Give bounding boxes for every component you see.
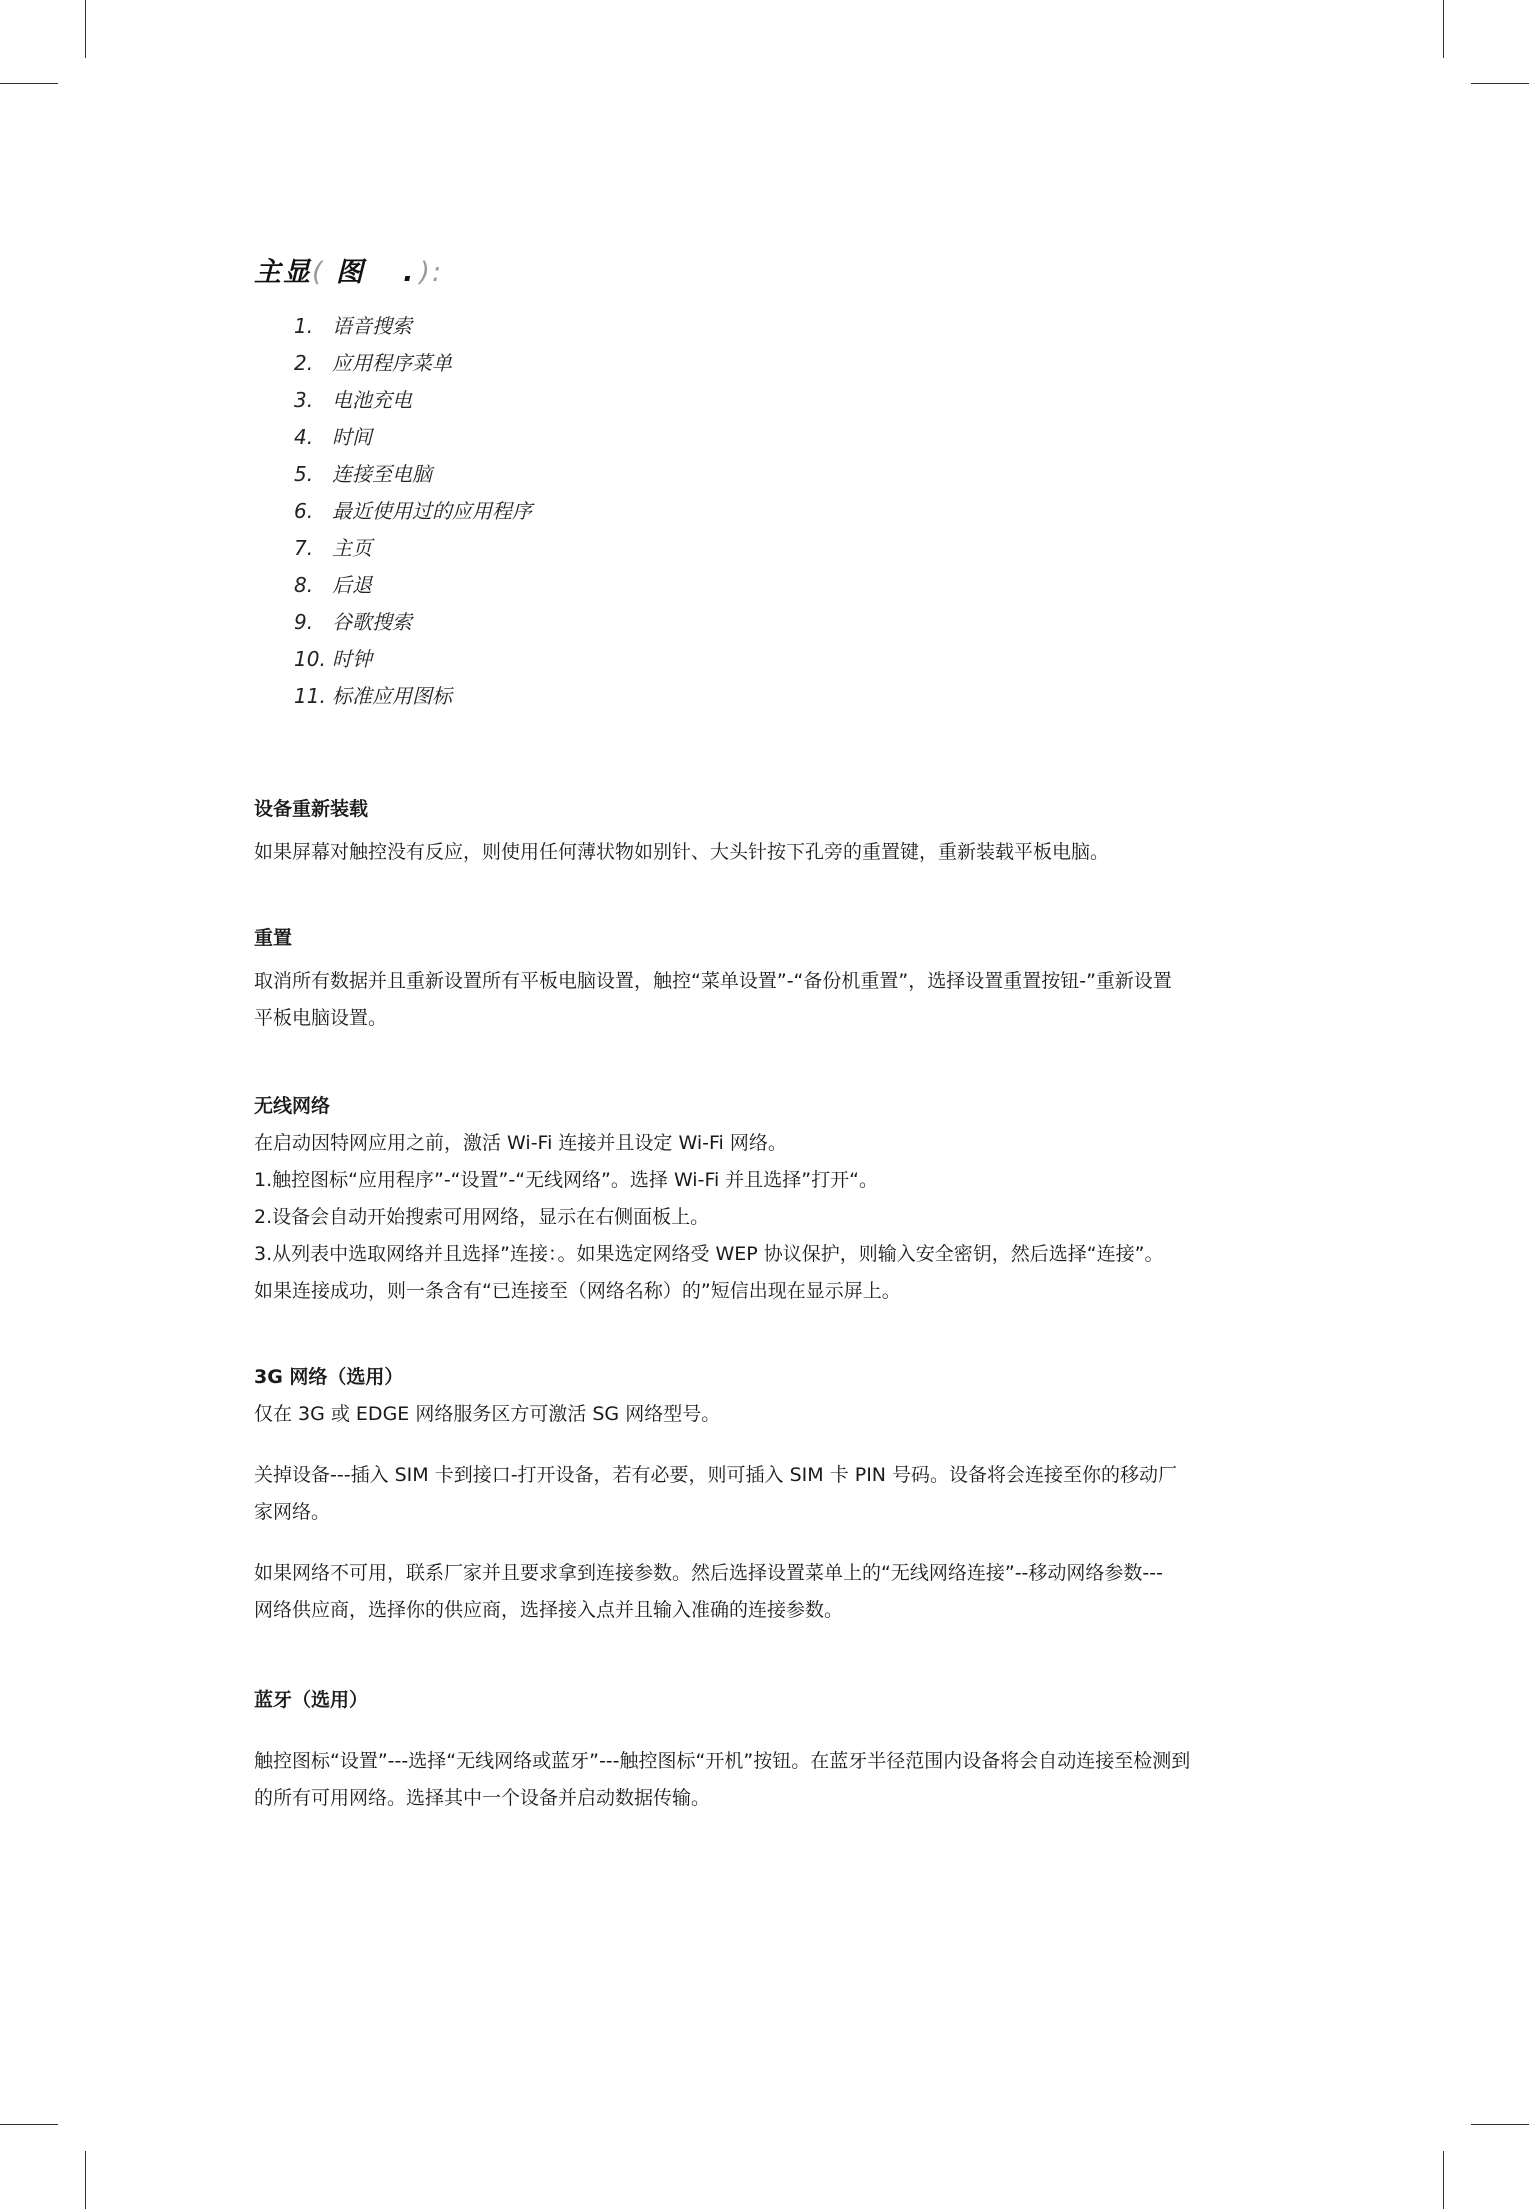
page-title bbox=[254, 250, 443, 289]
crop-mark bbox=[1471, 83, 1529, 84]
section-text: 3.从列表中选取网络并且选择”连接：。如果选定网络受 WEP 协议保护，则输入安全密钥，然后选择“连接”。 bbox=[254, 1243, 1164, 1265]
section-heading: 无线网络 bbox=[254, 1095, 331, 1117]
section-text: 触控图标“设置”---选择“无线网络或蓝牙”---触控图标“开机”按钮。在蓝牙半径范围内设备将会自动连接至检测到 bbox=[254, 1750, 1191, 1772]
item-number: 2. bbox=[294, 351, 314, 375]
item-number: 11. bbox=[294, 684, 326, 708]
item-number: 5. bbox=[294, 462, 314, 486]
list-item bbox=[294, 385, 532, 422]
item-number: 4. bbox=[294, 425, 314, 449]
section-heading: 蓝牙（选用） bbox=[254, 1689, 369, 1711]
section-text: 如果网络不可用，联系厂家并且要求拿到连接参数。然后选择设置菜单上的“无线网络连接”--移动网络参数--- bbox=[254, 1562, 1163, 1584]
item-label: 时钟 bbox=[332, 647, 372, 671]
section-text: 在启动因特网应用之前，激活 Wi-Fi 连接并且设定 Wi-Fi 网络。 bbox=[254, 1132, 787, 1154]
title-paren-close: ) bbox=[419, 257, 432, 288]
crop-mark bbox=[1443, 2151, 1444, 2209]
list-item bbox=[294, 607, 532, 644]
item-label: 后退 bbox=[332, 573, 372, 597]
section-reset bbox=[254, 920, 1284, 1037]
list-item bbox=[294, 496, 532, 533]
list-item bbox=[294, 459, 532, 496]
title-colon: : bbox=[431, 257, 444, 288]
list-item bbox=[294, 348, 532, 385]
section-text: 仅在 3G 或 EDGE 网络服务区方可激活 SG 网络型号。 bbox=[254, 1403, 721, 1425]
item-label: 应用程序菜单 bbox=[332, 351, 452, 375]
item-number: 1. bbox=[294, 314, 314, 338]
section-text: 关掉设备---插入 SIM 卡到接口-打开设备，若有必要，则可插入 SIM 卡 PIN 号码。设备将会连接至你的移动厂 bbox=[254, 1464, 1178, 1486]
section-text: 的所有可用网络。选择其中一个设备并启动数据传输。 bbox=[254, 1787, 711, 1809]
section-text: 1.触控图标“应用程序”-“设置”-“无线网络”。选择 Wi-Fi 并且选择”打开“。 bbox=[254, 1169, 878, 1191]
list-item bbox=[294, 422, 532, 459]
item-number: 10. bbox=[294, 647, 326, 671]
crop-mark bbox=[85, 2151, 86, 2209]
section-text: 如果连接成功，则一条含有“已连接至（网络名称）的”短信出现在显示屏上。 bbox=[254, 1280, 901, 1302]
section-bluetooth bbox=[254, 1682, 1284, 1817]
section-text: 家网络。 bbox=[254, 1501, 331, 1523]
item-number: 8. bbox=[294, 573, 314, 597]
section-text: 网络供应商，选择你的供应商，选择接入点并且输入准确的连接参数。 bbox=[254, 1599, 844, 1621]
crop-mark bbox=[85, 0, 86, 58]
list-item bbox=[294, 644, 532, 681]
title-paren-open: ( bbox=[312, 257, 325, 288]
section-wireless bbox=[254, 1088, 1284, 1310]
item-label: 连接至电脑 bbox=[332, 462, 432, 486]
section-heading: 设备重新装载 bbox=[254, 798, 369, 820]
list-item bbox=[294, 533, 532, 570]
section-heading: 3G 网络（选用） bbox=[254, 1366, 404, 1388]
item-label: 谷歌搜索 bbox=[332, 610, 412, 634]
title-fig: 图 bbox=[335, 257, 365, 288]
crop-mark bbox=[0, 2124, 58, 2125]
title-dot: . bbox=[403, 257, 416, 288]
section-text: 如果屏幕对触控没有反应，则使用任何薄状物如别针、大头针按下孔旁的重置键，重新装载平板电脑。 bbox=[254, 841, 1110, 863]
section-reload bbox=[254, 791, 1284, 871]
list-item bbox=[294, 681, 532, 718]
section-3g bbox=[254, 1359, 1284, 1629]
item-label: 语音搜索 bbox=[332, 314, 412, 338]
title-main: 主显 bbox=[254, 257, 312, 288]
section-text: 2.设备会自动开始搜索可用网络，显示在右侧面板上。 bbox=[254, 1206, 710, 1228]
crop-mark bbox=[1443, 0, 1444, 58]
item-label: 电池充电 bbox=[332, 388, 412, 412]
section-text: 取消所有数据并且重新设置所有平板电脑设置，触控“菜单设置”-“备份机重置”，选择设置重置按钮-”重新设置 bbox=[254, 970, 1172, 992]
section-heading: 重置 bbox=[254, 927, 293, 949]
home-screen-legend bbox=[294, 311, 532, 718]
item-label: 最近使用过的应用程序 bbox=[332, 499, 532, 523]
item-number: 9. bbox=[294, 610, 314, 634]
section-text: 平板电脑设置。 bbox=[254, 1007, 388, 1029]
item-label: 标准应用图标 bbox=[332, 684, 452, 708]
item-number: 3. bbox=[294, 388, 314, 412]
item-number: 6. bbox=[294, 499, 314, 523]
list-item bbox=[294, 570, 532, 607]
crop-mark bbox=[0, 83, 58, 84]
item-label: 时间 bbox=[332, 425, 372, 449]
list-item bbox=[294, 311, 532, 348]
item-number: 7. bbox=[294, 536, 314, 560]
crop-mark bbox=[1471, 2124, 1529, 2125]
item-label: 主页 bbox=[332, 536, 372, 560]
